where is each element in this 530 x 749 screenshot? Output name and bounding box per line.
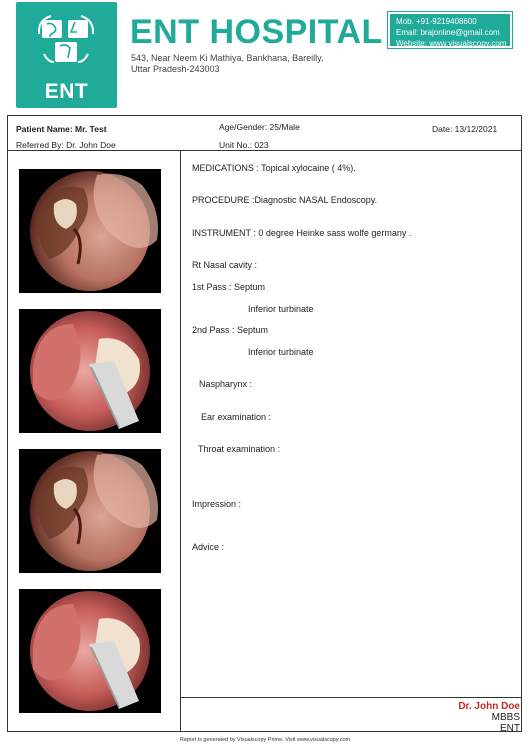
impression-line: Impression : (192, 499, 242, 509)
medications-line: MEDICATIONS : Topical xylocaine ( 4%). (192, 163, 356, 173)
doctor-degree: MBBS (491, 712, 520, 723)
instrument-line: INSTRUMENT : 0 degree Heinke sass wolfe germany . (192, 228, 412, 238)
first-pass: 1st Pass : Septum (192, 282, 266, 292)
hospital-name: ENT HOSPITAL (130, 13, 383, 51)
referred-by: Referred By: Dr. John Doe (16, 140, 116, 150)
doctor-name: Dr. John Doe (458, 701, 520, 712)
patient-info-bar (7, 115, 522, 151)
hospital-logo (16, 2, 117, 108)
endoscopy-image-2 (19, 309, 161, 433)
endoscopy-images-column (7, 151, 181, 732)
first-pass-sub: Inferior turbinate (248, 304, 314, 314)
signature-divider (181, 697, 522, 698)
throat-examination-line: Throat examination : (198, 444, 281, 454)
contact-box (388, 12, 512, 48)
patient-name: Patient Name: Mr. Test (16, 124, 107, 134)
doctor-department: ENT (500, 723, 520, 734)
contact-website: Website: www.visualscopy.com (396, 39, 507, 48)
rt-nasal-cavity: Rt Nasal cavity : (192, 260, 258, 270)
doctor-signature-block (458, 701, 520, 734)
address-line-2: Uttar Pradesh-243003 (131, 64, 220, 74)
logo-text: ENT (44, 80, 89, 103)
endoscopy-image-3 (19, 449, 161, 573)
address-line-1: 543, Near Neem Ki Mathiya, Bankhana, Bareilly, (131, 53, 324, 63)
contact-email: Email: brajonline@gmail.com (396, 28, 500, 37)
procedure-line: PROCEDURE :Diagnostic NASAL Endoscopy. (192, 195, 378, 205)
endoscopy-image-4 (19, 589, 161, 713)
ent-organs-icon (38, 14, 94, 66)
contact-mobile: Mob. +91-9219408600 (396, 17, 477, 26)
report-date: Date: 13/12/2021 (432, 124, 498, 134)
second-pass-sub: Inferior turbinate (248, 347, 314, 357)
advice-line: Advice : (192, 542, 225, 552)
footer-note: Report is generated by Visualscopy Prime. Visit www.visualscopy.com (179, 737, 351, 743)
endoscopy-image-1 (19, 169, 161, 293)
unit-number: Unit No.: 023 (219, 140, 269, 150)
age-gender: Age/Gender: 25/Male (219, 122, 300, 132)
nasopharynx-line: Naspharynx : (199, 379, 253, 389)
hospital-address (131, 53, 351, 75)
second-pass: 2nd Pass : Septum (192, 325, 269, 335)
ear-examination-line: Ear examination : (201, 412, 272, 422)
